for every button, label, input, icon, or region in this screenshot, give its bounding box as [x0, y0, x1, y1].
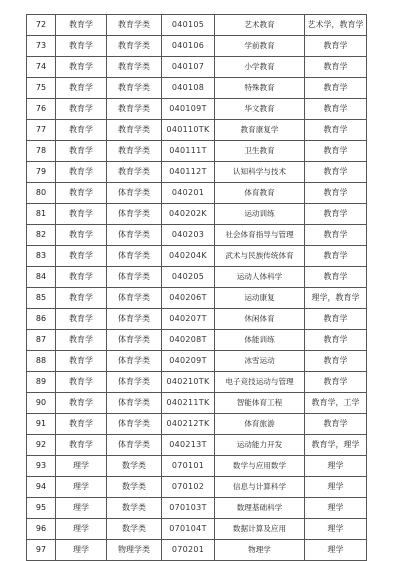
cell-discipline: 教育学 [56, 15, 107, 36]
table-row [27, 78, 367, 99]
table-row [27, 288, 367, 309]
cell-code: 070104T [162, 519, 215, 540]
cell-seq: 88 [27, 351, 56, 372]
cell-degree: 教育学 [305, 414, 367, 435]
cell-discipline: 教育学 [56, 288, 107, 309]
cell-category: 体育学类 [107, 372, 162, 393]
table-row [27, 540, 367, 561]
cell-name: 运动康复 [215, 288, 305, 309]
table-row [27, 435, 367, 456]
cell-code: 040204K [162, 246, 215, 267]
cell-category: 体育学类 [107, 204, 162, 225]
cell-category: 数学类 [107, 498, 162, 519]
cell-discipline: 理学 [56, 456, 107, 477]
cell-name: 数理基础科学 [215, 498, 305, 519]
cell-category: 教育学类 [107, 162, 162, 183]
cell-degree: 教育学 [305, 120, 367, 141]
cell-code: 040213T [162, 435, 215, 456]
cell-seq: 77 [27, 120, 56, 141]
cell-discipline: 教育学 [56, 204, 107, 225]
cell-seq: 82 [27, 225, 56, 246]
cell-code: 040112T [162, 162, 215, 183]
major-catalog-page [26, 14, 366, 561]
cell-name: 艺术教育 [215, 15, 305, 36]
cell-category: 教育学类 [107, 99, 162, 120]
cell-code: 040108 [162, 78, 215, 99]
cell-degree: 教育学 [305, 330, 367, 351]
table-row [27, 225, 367, 246]
cell-discipline: 教育学 [56, 330, 107, 351]
cell-seq: 84 [27, 267, 56, 288]
cell-degree: 教育学 [305, 204, 367, 225]
cell-discipline: 教育学 [56, 393, 107, 414]
table-row [27, 477, 367, 498]
cell-seq: 95 [27, 498, 56, 519]
cell-seq: 89 [27, 372, 56, 393]
table-row [27, 414, 367, 435]
cell-discipline: 理学 [56, 519, 107, 540]
cell-name: 特殊教育 [215, 78, 305, 99]
cell-code: 040105 [162, 15, 215, 36]
cell-seq: 86 [27, 309, 56, 330]
cell-seq: 94 [27, 477, 56, 498]
table-row [27, 120, 367, 141]
cell-category: 教育学类 [107, 78, 162, 99]
cell-code: 040211TK [162, 393, 215, 414]
cell-name: 华文教育 [215, 99, 305, 120]
cell-seq: 93 [27, 456, 56, 477]
cell-discipline: 教育学 [56, 309, 107, 330]
table-row [27, 36, 367, 57]
cell-category: 物理学类 [107, 540, 162, 561]
cell-seq: 83 [27, 246, 56, 267]
cell-seq: 74 [27, 57, 56, 78]
cell-category: 体育学类 [107, 330, 162, 351]
cell-degree: 教育学 [305, 78, 367, 99]
cell-category: 教育学类 [107, 141, 162, 162]
cell-seq: 92 [27, 435, 56, 456]
cell-code: 040205 [162, 267, 215, 288]
cell-discipline: 教育学 [56, 99, 107, 120]
cell-name: 小学教育 [215, 57, 305, 78]
cell-name: 体能训练 [215, 330, 305, 351]
cell-category: 体育学类 [107, 309, 162, 330]
cell-degree: 教育学 [305, 246, 367, 267]
cell-degree: 教育学 [305, 309, 367, 330]
cell-seq: 73 [27, 36, 56, 57]
cell-name: 运动能力开发 [215, 435, 305, 456]
cell-seq: 90 [27, 393, 56, 414]
cell-degree: 教育学 [305, 183, 367, 204]
cell-category: 体育学类 [107, 393, 162, 414]
cell-seq: 91 [27, 414, 56, 435]
cell-degree: 教育学 [305, 351, 367, 372]
major-catalog-table [26, 14, 367, 561]
table-row [27, 309, 367, 330]
cell-code: 040107 [162, 57, 215, 78]
cell-discipline: 理学 [56, 477, 107, 498]
cell-discipline: 教育学 [56, 372, 107, 393]
cell-code: 040206T [162, 288, 215, 309]
cell-category: 教育学类 [107, 120, 162, 141]
cell-name: 认知科学与技术 [215, 162, 305, 183]
cell-name: 电子竞技运动与管理 [215, 372, 305, 393]
table-body [27, 15, 367, 561]
cell-name: 体育教育 [215, 183, 305, 204]
cell-degree: 理学 [305, 477, 367, 498]
cell-degree: 教育学 [305, 141, 367, 162]
cell-discipline: 教育学 [56, 414, 107, 435]
cell-code: 040207T [162, 309, 215, 330]
cell-discipline: 教育学 [56, 120, 107, 141]
table-row [27, 393, 367, 414]
table-row [27, 372, 367, 393]
cell-seq: 72 [27, 15, 56, 36]
cell-category: 体育学类 [107, 351, 162, 372]
cell-degree: 教育学 [305, 267, 367, 288]
table-row [27, 267, 367, 288]
cell-code: 070201 [162, 540, 215, 561]
cell-code: 070103T [162, 498, 215, 519]
cell-name: 卫生教育 [215, 141, 305, 162]
cell-name: 数学与应用数学 [215, 456, 305, 477]
cell-seq: 96 [27, 519, 56, 540]
cell-code: 040212TK [162, 414, 215, 435]
cell-discipline: 教育学 [56, 162, 107, 183]
cell-code: 070101 [162, 456, 215, 477]
cell-name: 信息与计算科学 [215, 477, 305, 498]
cell-code: 040208T [162, 330, 215, 351]
cell-seq: 76 [27, 99, 56, 120]
cell-category: 教育学类 [107, 15, 162, 36]
cell-discipline: 教育学 [56, 36, 107, 57]
table-row [27, 15, 367, 36]
cell-degree: 理学，教育学 [305, 288, 367, 309]
cell-degree: 教育学 [305, 99, 367, 120]
table-row [27, 183, 367, 204]
table-row [27, 351, 367, 372]
cell-name: 武术与民族传统体育 [215, 246, 305, 267]
cell-degree: 理学 [305, 498, 367, 519]
cell-degree: 教育学，工学 [305, 393, 367, 414]
cell-discipline: 教育学 [56, 267, 107, 288]
cell-category: 体育学类 [107, 435, 162, 456]
cell-discipline: 教育学 [56, 351, 107, 372]
cell-seq: 81 [27, 204, 56, 225]
cell-discipline: 教育学 [56, 57, 107, 78]
cell-degree: 教育学 [305, 57, 367, 78]
cell-name: 教育康复学 [215, 120, 305, 141]
cell-name: 冰雪运动 [215, 351, 305, 372]
cell-code: 040110TK [162, 120, 215, 141]
cell-name: 数据计算及应用 [215, 519, 305, 540]
table-row [27, 330, 367, 351]
cell-name: 智能体育工程 [215, 393, 305, 414]
cell-category: 体育学类 [107, 246, 162, 267]
cell-code: 040111T [162, 141, 215, 162]
cell-degree: 教育学 [305, 162, 367, 183]
table-row [27, 456, 367, 477]
cell-code: 040202K [162, 204, 215, 225]
cell-name: 休闲体育 [215, 309, 305, 330]
cell-seq: 78 [27, 141, 56, 162]
cell-code: 040109T [162, 99, 215, 120]
table-row [27, 519, 367, 540]
cell-discipline: 教育学 [56, 183, 107, 204]
cell-code: 040106 [162, 36, 215, 57]
cell-name: 社会体育指导与管理 [215, 225, 305, 246]
cell-name: 学前教育 [215, 36, 305, 57]
cell-code: 040210TK [162, 372, 215, 393]
cell-degree: 教育学 [305, 225, 367, 246]
cell-seq: 87 [27, 330, 56, 351]
table-row [27, 246, 367, 267]
cell-name: 运动训练 [215, 204, 305, 225]
cell-discipline: 教育学 [56, 141, 107, 162]
table-row [27, 141, 367, 162]
cell-degree: 教育学 [305, 372, 367, 393]
table-row [27, 498, 367, 519]
cell-code: 070102 [162, 477, 215, 498]
cell-degree: 教育学 [305, 36, 367, 57]
cell-code: 040203 [162, 225, 215, 246]
cell-discipline: 理学 [56, 540, 107, 561]
cell-degree: 理学 [305, 540, 367, 561]
cell-degree: 理学 [305, 456, 367, 477]
cell-seq: 80 [27, 183, 56, 204]
cell-discipline: 教育学 [56, 435, 107, 456]
cell-discipline: 理学 [56, 498, 107, 519]
cell-code: 040201 [162, 183, 215, 204]
cell-category: 体育学类 [107, 267, 162, 288]
cell-code: 040209T [162, 351, 215, 372]
cell-name: 物理学 [215, 540, 305, 561]
cell-degree: 艺术学，教育学 [305, 15, 367, 36]
cell-seq: 75 [27, 78, 56, 99]
cell-category: 体育学类 [107, 414, 162, 435]
cell-discipline: 教育学 [56, 78, 107, 99]
cell-seq: 97 [27, 540, 56, 561]
cell-name: 体育旅游 [215, 414, 305, 435]
cell-category: 教育学类 [107, 57, 162, 78]
cell-degree: 理学 [305, 519, 367, 540]
cell-category: 体育学类 [107, 288, 162, 309]
cell-category: 体育学类 [107, 225, 162, 246]
table-row [27, 204, 367, 225]
table-row [27, 57, 367, 78]
cell-seq: 79 [27, 162, 56, 183]
table-row [27, 99, 367, 120]
cell-discipline: 教育学 [56, 225, 107, 246]
table-row [27, 162, 367, 183]
cell-category: 教育学类 [107, 36, 162, 57]
cell-category: 体育学类 [107, 183, 162, 204]
cell-seq: 85 [27, 288, 56, 309]
cell-category: 数学类 [107, 477, 162, 498]
cell-degree: 教育学，理学 [305, 435, 367, 456]
cell-discipline: 教育学 [56, 246, 107, 267]
cell-name: 运动人体科学 [215, 267, 305, 288]
cell-category: 数学类 [107, 519, 162, 540]
cell-category: 数学类 [107, 456, 162, 477]
